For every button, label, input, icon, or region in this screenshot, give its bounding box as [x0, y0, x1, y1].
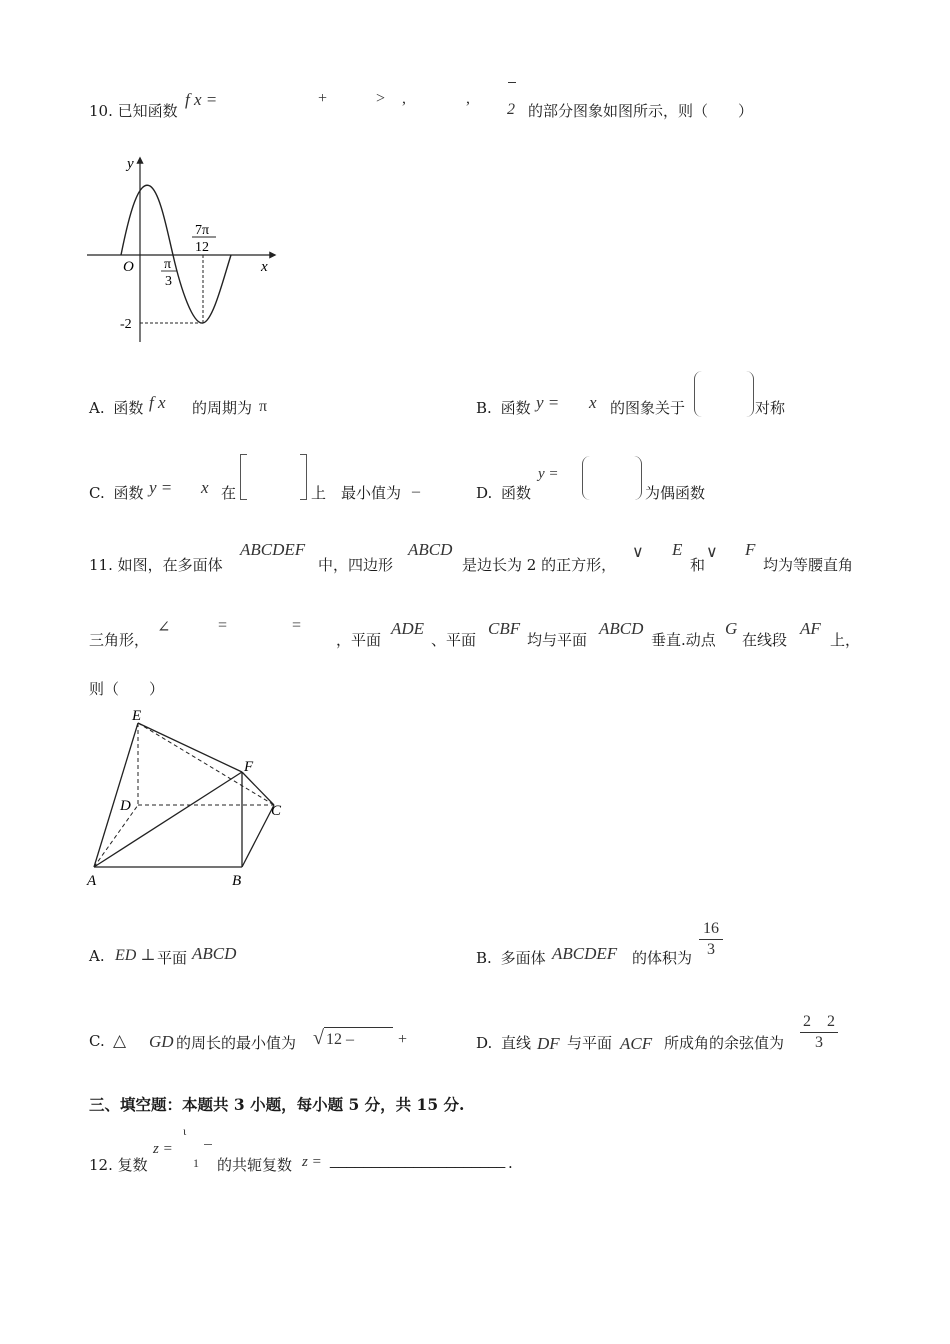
- q11-line1-a: 如图，在多面体: [117, 556, 223, 574]
- q11-option-b-text: 多面体: [500, 949, 546, 967]
- q10-option-d-label: D.: [476, 484, 493, 502]
- q11-option-c-sqrt: 12 –: [326, 1031, 354, 1048]
- q11-line1-c: 是边长为 2 的正方形，: [462, 556, 617, 574]
- q10-y-label: y: [127, 156, 134, 172]
- q11-plane3: ABCD: [599, 619, 644, 638]
- q11-edge-cb: [242, 805, 274, 867]
- q11-option-d-fraction: [800, 1008, 838, 1052]
- q10-option-c-prefix: 函数: [113, 484, 144, 502]
- q10-option-b-math2: x: [589, 393, 597, 412]
- q10-curve: [121, 185, 231, 323]
- q10-option-d-prefix: 函数: [501, 484, 532, 502]
- q10-option-b-label: B.: [476, 399, 492, 417]
- q11-figure: [82, 705, 302, 890]
- q11-option-d-num: 2 2: [802, 1013, 835, 1030]
- q10-option-d-math: y =: [538, 466, 559, 482]
- q10-min-label: -2: [120, 317, 132, 332]
- q10-tick-7pi-den: 12: [195, 240, 209, 255]
- q10-option-b-text: 的图象关于: [610, 399, 686, 417]
- q11-option-a-math: ED ⊥: [115, 947, 156, 964]
- q11-tri2: F: [745, 540, 756, 559]
- q11-option-c-tri: △: [113, 1031, 127, 1050]
- q11-plane2: CBF: [488, 619, 521, 638]
- q10-graph: [85, 150, 285, 350]
- q11-option-d[interactable]: [476, 1032, 531, 1053]
- q12-z-eq: z =: [153, 1141, 173, 1157]
- q11-edge-ad: [94, 805, 138, 867]
- q11-edge-ec: [138, 723, 274, 805]
- q11-label-a: A: [87, 873, 97, 889]
- q11-option-a-label: A.: [89, 947, 105, 965]
- q10-tick-pi3-num: π: [164, 257, 172, 272]
- q12-den-frag: 1: [193, 1156, 199, 1170]
- q11-eq2: =: [292, 617, 302, 634]
- q10-option-d-suffix: 为偶函数: [645, 484, 706, 502]
- q10-tail: 的部分图象如图所示，则（ ）: [528, 102, 754, 120]
- q12-frac-bar: [204, 1144, 212, 1145]
- q11-number: 11.: [89, 556, 113, 574]
- q11-option-b-text2: 的体积为: [632, 949, 693, 967]
- q11-option-b-label: B.: [476, 949, 492, 967]
- q11-tri1: E: [672, 540, 683, 559]
- q10-option-c-math1: y =: [149, 478, 173, 497]
- q10-option-c-math2: x: [201, 478, 209, 497]
- q10-frac-den: 2: [507, 101, 515, 118]
- q10-comma1: ,: [402, 90, 406, 107]
- q11-option-a-plane: ABCD: [192, 944, 237, 963]
- q11-tri2-sym: ∨: [706, 544, 718, 561]
- q11-edge-ef: [138, 723, 242, 772]
- q10-option-c-in: 在: [221, 484, 237, 502]
- q11-tri1-sym: ∨: [632, 544, 644, 561]
- q11-option-d-plane: ACF: [620, 1034, 653, 1053]
- q11-line1: [89, 554, 223, 575]
- q11-option-d-text1: 直线: [501, 1034, 532, 1052]
- q12-num-frag: ι: [183, 1124, 187, 1138]
- q11-label-c: C: [271, 803, 282, 819]
- q10-option-d[interactable]: [476, 482, 531, 503]
- q10-intro: 已知函数: [117, 102, 178, 120]
- q10-option-b-prefix: 函数: [500, 399, 531, 417]
- q12-text: 的共轭复数: [217, 1156, 293, 1174]
- q10-stem: [89, 100, 178, 121]
- q11-line2-d: 均与平面: [527, 631, 588, 649]
- q10-gt: >: [376, 90, 386, 107]
- q11-line2-b: ，平面: [336, 631, 382, 649]
- q11-option-b-num: 16: [703, 920, 719, 937]
- q11-label-d: D: [120, 798, 131, 814]
- q11-sqrt-bar: [324, 1027, 393, 1028]
- q11-option-b-fraction: [699, 920, 723, 959]
- q11-option-b[interactable]: [476, 947, 546, 968]
- q10-func: f x =: [185, 90, 218, 109]
- q11-sqrt-sign: √: [313, 1027, 324, 1049]
- q11-option-c-gd: GD: [149, 1032, 174, 1051]
- q10-x-label: x: [261, 259, 268, 275]
- q11-label-e: E: [132, 708, 142, 724]
- q11-eq1: =: [218, 617, 228, 634]
- q10-option-d-paren: [582, 456, 642, 500]
- q11-and: 和: [690, 556, 706, 574]
- q10-option-b-suffix: 对称: [755, 399, 786, 417]
- q11-option-d-den: 3: [815, 1034, 823, 1051]
- q10-option-a-prefix: 函数: [113, 399, 144, 417]
- q10-tick-7pi-num: 7π: [195, 223, 210, 238]
- q11-option-d-text2: 与平面: [567, 1034, 613, 1052]
- q11-line3: 则（ ）: [89, 680, 165, 698]
- q10-plus: +: [318, 90, 328, 107]
- q11-option-a[interactable]: [89, 947, 105, 965]
- q11-angle-sym: ∠: [157, 619, 171, 636]
- q10-option-a[interactable]: [89, 397, 143, 418]
- q10-option-a-text: 的周期为: [192, 399, 253, 417]
- q10-option-c-label: C.: [89, 484, 105, 502]
- q11-line1-d: 均为等腰直角: [763, 556, 854, 574]
- q10-option-c-text: 上 最小值为: [311, 484, 402, 502]
- q10-option-c-bracket-left: [240, 454, 247, 500]
- q11-poly: ABCDEF: [240, 540, 306, 559]
- q10-tick-pi3-den: 3: [165, 274, 172, 289]
- q10-option-a-value: π: [259, 398, 268, 415]
- q10-frac-bar: [508, 82, 516, 83]
- q10-option-b-paren: [694, 371, 754, 417]
- q11-edge-af: [94, 772, 242, 867]
- q11-line2-g: 上，: [830, 631, 861, 649]
- q11-line2-e: 垂直.动点: [651, 631, 716, 649]
- q10-comma2: ,: [466, 90, 470, 107]
- q11-option-c[interactable]: [89, 1032, 105, 1050]
- q11-option-a-text: 平面: [157, 949, 188, 967]
- q11-line1-b: 中，四边形: [318, 556, 394, 574]
- q10-option-c-value: –: [412, 483, 420, 500]
- q11-option-c-plus: +: [398, 1031, 408, 1048]
- q10-origin: O: [123, 259, 134, 275]
- q11-line2-c: 、平面: [431, 631, 477, 649]
- q11-option-d-label: D.: [476, 1034, 493, 1052]
- q12-answer-blank[interactable]: _____________________: [330, 1152, 506, 1169]
- q11-seg: AF: [800, 619, 821, 638]
- q12-prefix: 复数: [117, 1156, 148, 1174]
- q10-option-a-math: f x: [149, 393, 166, 412]
- q11-option-b-den: 3: [707, 941, 715, 958]
- q11-point-g: G: [725, 619, 738, 638]
- q11-option-c-label: C.: [89, 1032, 105, 1050]
- section3-title: 三、填空题：本题共 3 小题，每小题 5 分，共 15 分.: [89, 1095, 465, 1114]
- q11-quad: ABCD: [408, 540, 453, 559]
- q10-number: 10.: [89, 102, 113, 120]
- q11-label-f: F: [244, 759, 254, 775]
- q11-line2-a: 三角形，: [89, 631, 150, 649]
- q11-option-b-poly: ABCDEF: [552, 944, 618, 963]
- q11-label-b: B: [232, 873, 242, 889]
- q10-option-b[interactable]: [476, 397, 531, 418]
- q12-stem: [89, 1154, 148, 1175]
- q10-option-c-bracket-right: [300, 454, 307, 500]
- q11-line2-f: 在线段: [742, 631, 788, 649]
- q11-option-d-text3: 所成角的余弦值为: [664, 1034, 785, 1052]
- q11-option-d-line: DF: [537, 1034, 560, 1053]
- q10-option-a-label: A.: [89, 399, 105, 417]
- q12-zbar: z =: [302, 1154, 322, 1170]
- q11-edge-ae: [94, 723, 138, 867]
- q12-number: 12.: [89, 1156, 113, 1174]
- q11-option-c-text: 的周长的最小值为: [176, 1034, 297, 1052]
- q11-plane1: ADE: [391, 619, 425, 638]
- q10-option-b-math1: y =: [536, 393, 560, 412]
- q10-option-c[interactable]: [89, 482, 144, 503]
- q12-end: .: [508, 1154, 513, 1172]
